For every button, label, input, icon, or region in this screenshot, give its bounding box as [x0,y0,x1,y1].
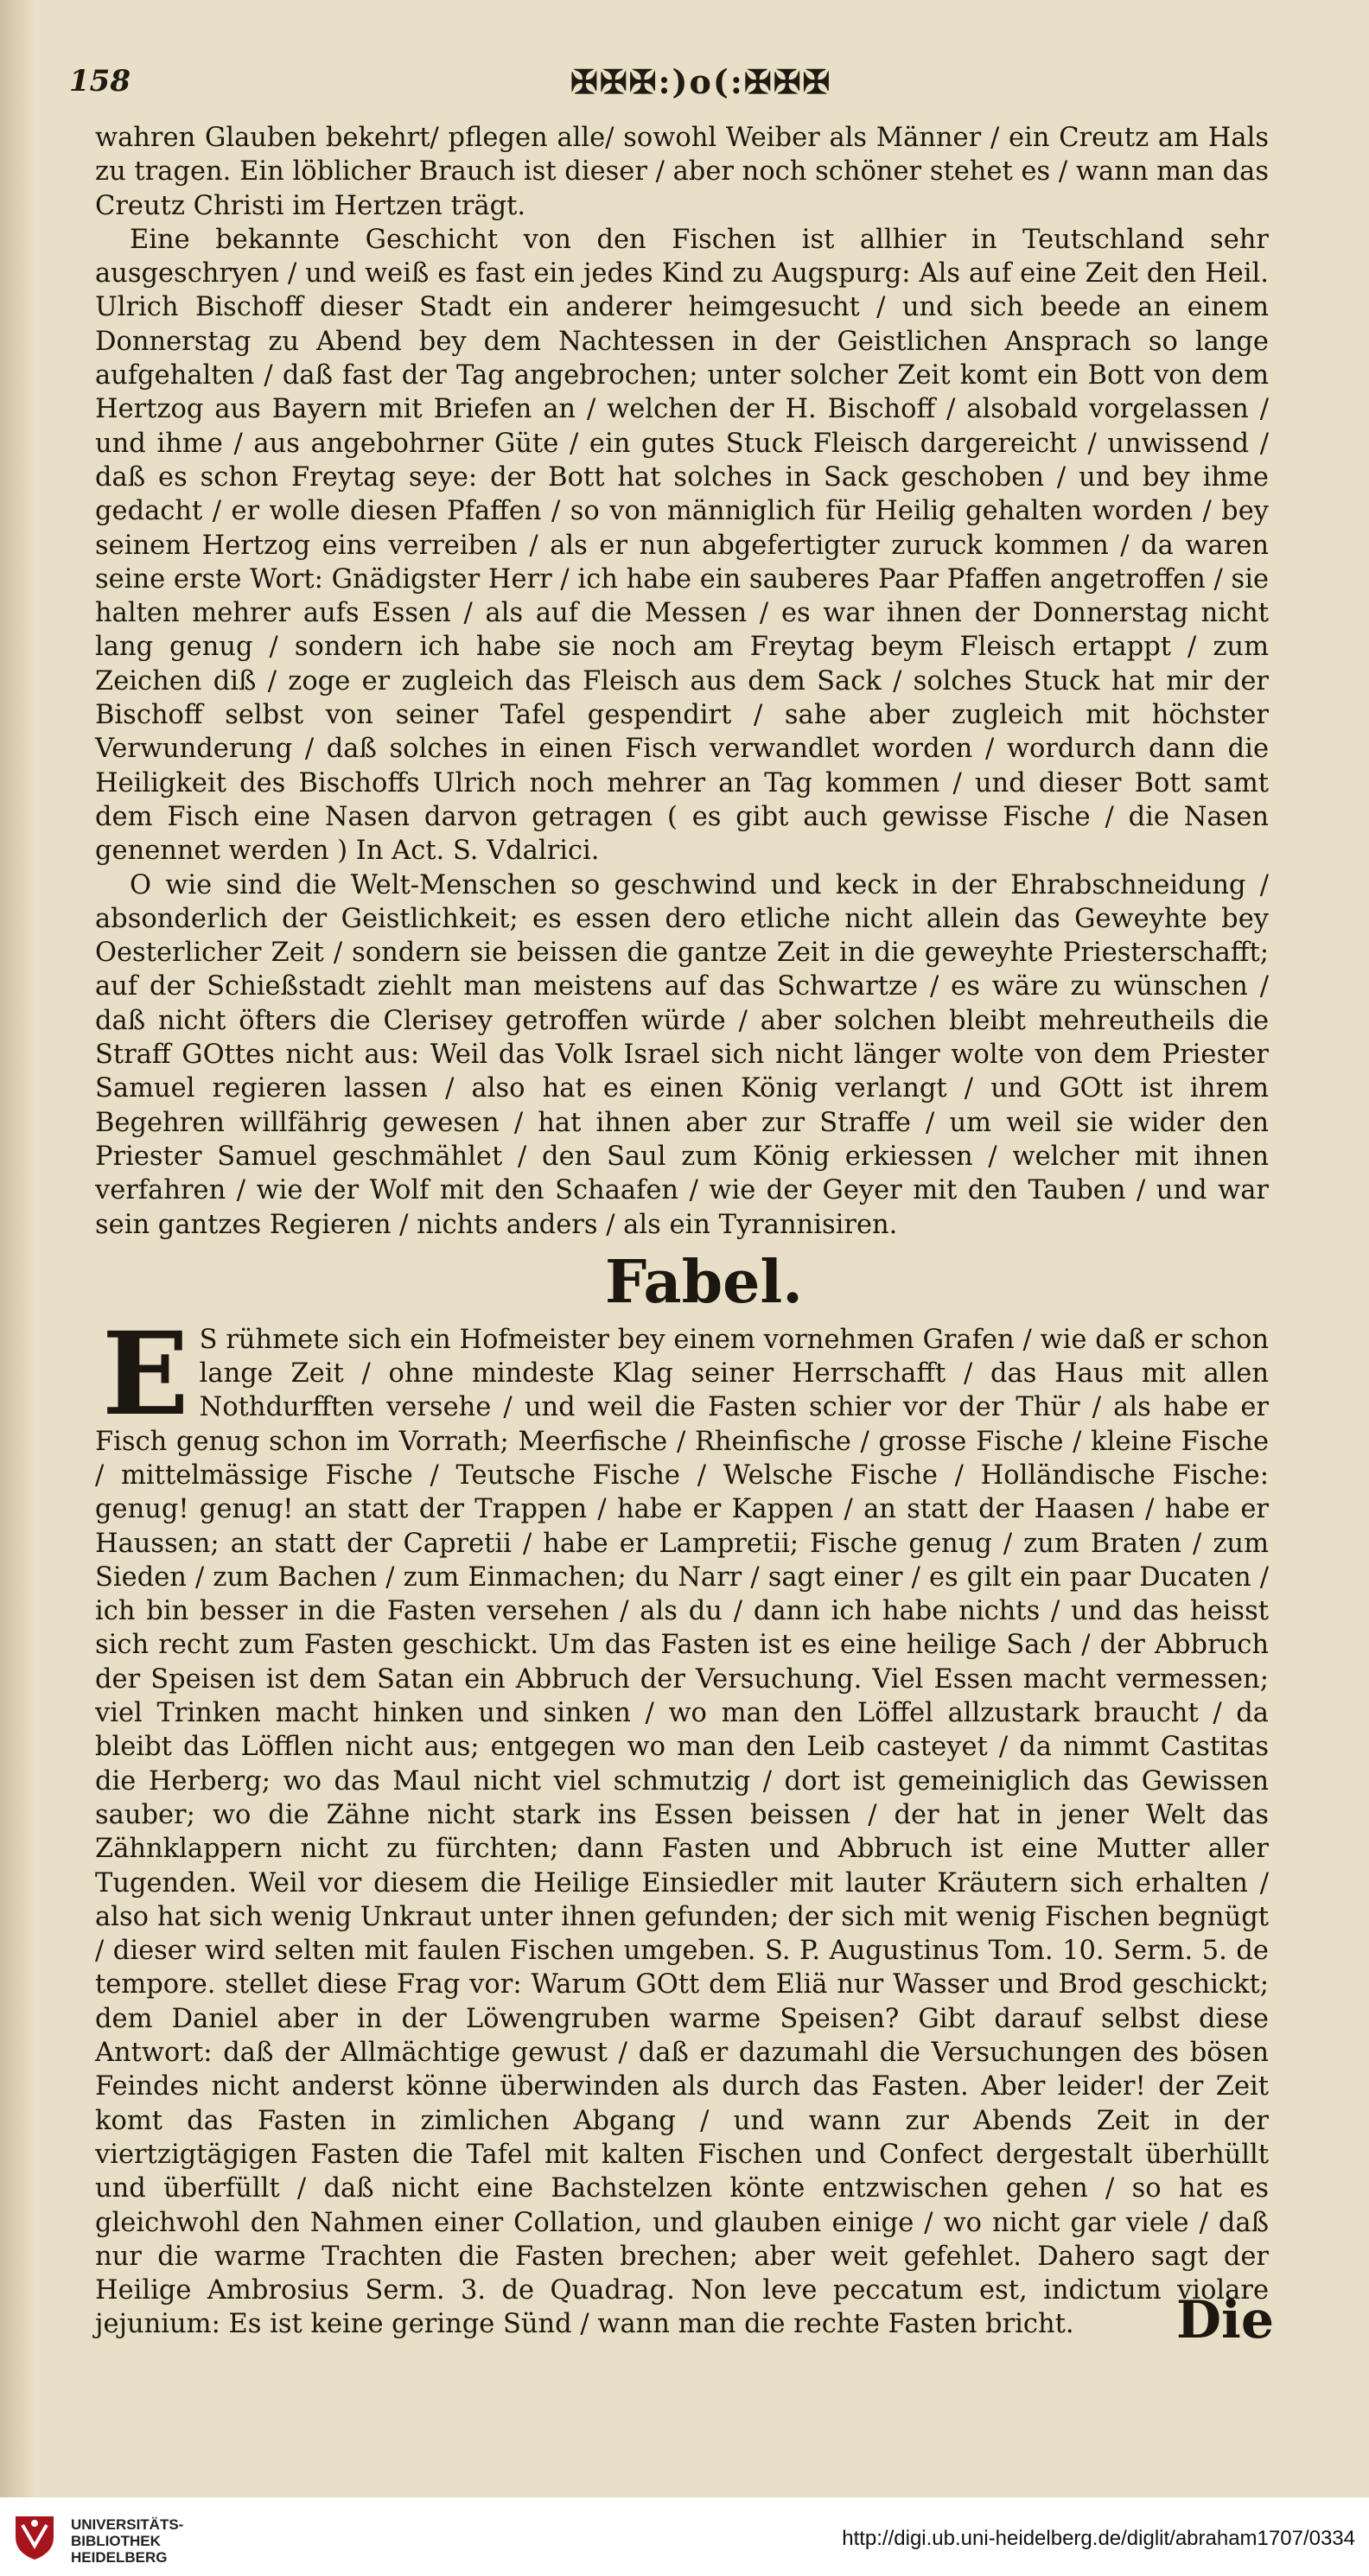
drop-cap: E [102,1307,189,1441]
paragraph-welt-menschen: O wie sind die Welt-Menschen so geschwind und keck in der Ehrabschneidung / absonderlich der Geistlichkeit; es essen dero etliche nicht allein das Geweyhte bey Oesterlicher Zeit / sondern sie beissen die gantze Zeit in die geweyhte Priesterschafft; auf der Schießstadt ziehlt man meistens auf das Schwartze / es wäre zu wünschen / daß nicht öfters die Clerisey getroffen würde / aber solchen bleibt mehreutheils die Straff GOttes nicht aus: Weil das Volk Israel sich nicht länger wolte von dem Priester Samuel regieren lassen / also hat es einen König verlangt / und GOtt ist ihrem Begehren willfährig gewesen / hat ihnen aber zur Straffe / um weil sie wider den Priester Samuel geschmählet / den Saul zum König erkiessen / welcher mit ihnen verfahren / wie der Wolf mit den Schaafen / wie der Geyer mit den Tauben / und war sein gantzes Regieren / nichts anders / als ein Tyrannisiren. [95,869,1269,1240]
page-header [69,60,1300,104]
catchword: Die [1176,2290,1274,2350]
body-text [95,121,1269,2342]
logo-line-2: BIBLIOTHEK [71,2533,161,2549]
viewer-footer [0,2497,1369,2576]
logo-line-3: HEIDELBERG [71,2549,168,2566]
logo-line-1: UNIVERSITÄTS- [71,2516,184,2533]
library-logo-text [71,2516,183,2566]
university-seal-icon [12,2511,57,2561]
page-number: 158 [69,64,131,99]
section-title: Fabel. [605,1247,803,1317]
paragraph-ulrich-legend: Eine bekannte Geschicht von den Fischen ist allhier in Teutschland sehr ausgeschryen / und weiß es fast ein jedes Kind zu Augspurg: Als auf eine Zeit den Heil. Ulrich Bischoff dieser Stadt ein anderer heimgesucht / und sich beede an einem Donnerstag zu Abend bey dem Nachtessen in der Geistlichen Ansprach so lange aufgehalten / daß fast der Tag angebrochen; unter solcher Zeit komt ein Bott von dem Hertzog aus Bayern mit Briefen an / welchen der H. Bischoff / alsobald vorgelassen / und ihme / aus angebohrner Güte / ein gutes Stuck Fleisch dargereicht / unwissend / daß es schon Freytag seye: der Bott hat solches in Sack geschoben / und bey ihme gedacht / er wolle diesen Pfaffen / so von männiglich für Heilig gehalten worden / bey seinem Hertzog eins verreiben / als er nun abgefertigter zuruck kommen / da waren seine erste Wort: Gnädigster Herr / ich habe ein sauberes Paar Pfaffen angetroffen / sie halten mehrer aufs Essen / als auf die Messen / es war ihnen der Donnerstag nicht lang genug / sondern ich habe sie noch am Freytag beym Fleisch ertappt / zum Zeichen diß / zoge er zugleich das Fleisch aus dem Sack / solches Stuck hat mir der Bischoff selbst von seiner Tafel gespendirt / sahe aber zugleich mit höchster Verwunderung / daß solches in einen Fisch verwandlet worden / wordurch dann die Heiligkeit des Bischoffs Ulrich noch mehrer an Tag kommen / und dieser Bott samt dem Fisch eine Nasen darvon getragen ( es gibt auch gewisse Fische / die Nasen genennet werden ) In Act. S. Vdalrici. [95,224,1269,867]
fable-text: S rühmete sich ein Hofmeister bey einem vornehmen Grafen / wie daß er schon lange Zeit / ohne mindeste Klag seiner Herrschafft / das Haus mit allen Nothdurfften versehe / und weil die Fasten schier vor der Thür / als habe er Fisch genug schon im Vorrath; Meerfische / Rheinfische / grosse Fische / kleine Fische / mittelmässige Fische / Teutsche Fische / Welsche Fische / Holländische Fische: genug! genug! an statt der Trappen / habe er Kappen / an statt der Haasen / habe er Haussen; an statt der Capretii / habe er Lampretii; Fische genug / zum Braten / zum Sieden / zum Bachen / zum Einmachen; du Narr / sagt einer / es gilt ein paar Ducaten / ich bin besser in die Fasten versehen / als du / dann ich habe nichts / und das heisst sich recht zum Fasten geschickt. Um das Fasten ist es eine heilige Sach / der Abbruch der Speisen ist dem Satan ein Abbruch der Versuchung. Viel Essen macht vermessen; viel Trinken macht hinken und sinken / wo man den Löffel allzustark braucht / da bleibt das Löfflen nicht aus; entgegen wo man den Leib casteyet / da nimmt Castitas die Herberg; wo das Maul nicht viel schmutzig / dort ist gemeiniglich das Gewissen sauber; wo die Zähne nicht stark ins Essen beissen / der hat in jener Welt das Zähnklappern nicht zu fürchten; dann Fasten und Abbruch ist eine Mutter aller Tugenden. Weil vor diesem die Heilige Einsiedler mit lauter Kräutern sich erhalten / also hat sich wenig Unkraut unter ihnen gefunden; der sich mit wenig Fischen begnügt / dieser wird selten mit faulen Fischen umgeben. S. P. Augustinus Tom. 10. Serm. 5. de tempore. stellet diese Frag vor: Warum GOtt dem Eliä nur Wasser und Brod geschickt; dem Daniel aber in der Löwengruben warme Speisen? Gibt darauf selbst diese Antwort: daß der Allmächtige gewust / daß er dazumahl die Versuchungen des bösen Feindes nicht anderst könne überwinden als durch das Fasten. Aber leider! der Zeit komt das Fasten in zimlichen Abgang / und wann zur Abends Zeit in der viertzigtägigen Fasten die Tafel mit kalten Fischen und Confect dergestalt überhüllt und überfüllt / daß nicht eine Bachstelzen könte entzwischen gehen / so hat es gleichwohl den Nahmen einer Collation, und glauben einige / wo nicht gar viele / daß nur die warme Trachten die Fasten brechen; aber weit gefehlet. Dahero sagt der Heilige Ambrosius Serm. 3. de Quadrag. Non leve peccatum est, indictum violare jejunium: Es ist keine geringe Sünd / wann man die rechte Fasten bricht. [95,1324,1269,2340]
paragraph-creutz: wahren Glauben bekehrt/ pflegen alle/ sowohl Weiber als Männer / ein Creutz am Hals zu tragen. Ein löblicher Brauch ist dieser / aber noch schöner stehet es / wann man das Creutz Christi im Hertzen trägt. [95,123,1269,221]
fable-paragraph [95,1307,1269,2342]
running-head-ornament: ✠✠✠:)o(:✠✠✠ [570,62,832,101]
permalink-url[interactable]: http://digi.ub.uni-heidelberg.de/diglit/abraham1707/0334 [842,2527,1355,2550]
